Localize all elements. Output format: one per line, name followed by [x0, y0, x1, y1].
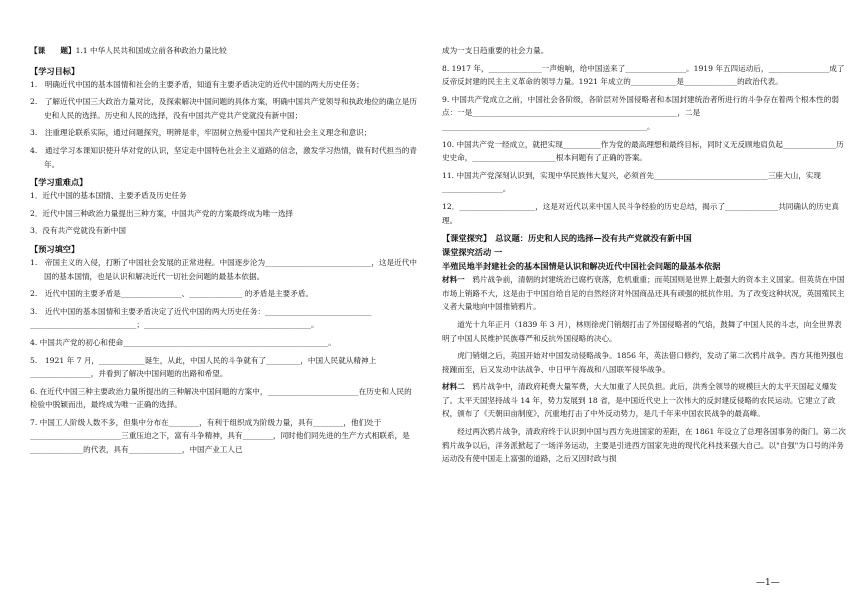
key-point-item: 1．近代中国的基本国情、主要矛盾及历史任务 [30, 191, 187, 201]
objective-item: 4. 通过学习本课知识使升华对党的认识，坚定走中国特色社会主义道路的信念，激发学习热情，做有时代担当的青年。 [30, 145, 417, 169]
fill-item: 12．____________________，这是对近代以来中国人民斗争经验的历史总结，揭示了______________共同确认的历史真理。 [442, 201, 839, 225]
right-column [436, 0, 852, 607]
key-point-item: 3．没有共产党就没有新中国 [30, 226, 126, 236]
material-one-paragraph: 道光十九年正月（1839 年 3 月），林则徐虎门销烟打击了外国侵略者的气焰，鼓舞了中国人民的斗志，向全世界表明了中国人民维护民族尊严和反抗外国侵略的决心。 [442, 319, 842, 343]
preview-item: 1. 帝国主义的入侵，打断了中国社会发展的正常进程。中国逐步沦为____________________________，这是近代中国的基本国情，也是认识和解决近代一切社会问题的最基本依据。 [30, 257, 417, 281]
activity-title: 半殖民地半封建社会的基本国情是认识和解决近代中国社会问题的最基本依据 [442, 261, 721, 272]
page-number: —1— [756, 578, 780, 588]
material-one-text: 鸦片战争前，清朝的封建统治已腐朽衰落，危机重重；而英国则是世界上最强大的资本主义国家。但英货在中国市场上销路不大，这是由于中国自给自足的自然经济对外国商品还具有顽强的抵抗作用。为了改变这种状况，英国殖民主义者大量地向中国推销鸦片。 [442, 275, 845, 312]
material-two-label: 材料二 [442, 382, 465, 392]
objective-item: 3. 注重理论联系实际，通过问题探究，明辨是非，牢固树立热爱中国共产党和社会主义理念和意识； [30, 128, 372, 138]
material-one-paragraph: 虎门销烟之后，英国开始对中国发动侵略战争。1856 年，英法借口修约，发动了第二次鸦片战争。西方其他列强也接踵而至，后又发动中法战争、中日甲午海战和八国联军侵华战争。 [442, 351, 844, 374]
fill-item: 9. 中国共产党成立之前，中国社会各阶级，各阶层对外国侵略者和本国封建统治者所进行的斗争存在着两个根本性的弱点：一是______________________________________________________，二是______________________________________________________。 [442, 94, 839, 131]
objective-item: 2. 了解近代中国三大政治力量对比，及探索解决中国问题的具体方案，明确中国共产党领导和执政地位的确立是历史和人民的选择。历史和人民的选择，没有中国共产党共产党就没有新中国； [30, 97, 417, 120]
fill-item: 11. 中国共产党深刻认识到，实现中华民族伟大复兴，必须首先______________________________三座大山，实现________________。 [442, 170, 821, 194]
activity-label: 课堂探究活动 一 [442, 247, 503, 258]
preview-item: 5. 1921 年 7 月，____________诞生，从此，中国人民的斗争就有了_________，中国人民就从精神上________________，并看到了解决中国问题的出路和希望。 [30, 355, 377, 379]
fill-item: 10. 中国共产党一经成立，就把实现__________作为党的最高理想和最终目标，同时义无反顾地肩负起______________历史史命，______________________根本问题有了正确的答案。 [442, 139, 844, 163]
lesson-title-text: 1.1 中华人民共和国成立前各种政治力量比较 [75, 46, 227, 55]
preview-heading: 【预习填空】 [30, 243, 80, 254]
preview-item: 4. 中国共产党的初心和使命______________________________________________________。 [30, 337, 336, 347]
material-one [442, 273, 846, 314]
continuation-text: 成为一支日趋重要的社会力量。 [442, 46, 549, 55]
preview-item: 3. 近代中国的基本国情和主要矛盾决定了近代中国的两大历史任务：____________________________ [30, 306, 372, 316]
material-two-text: 鸦片战争中，清政府耗费大量军费，大大加重了人民负担。此后，洪秀全领导的规模巨大的太平天国起义爆发了。太平天国坚持战斗 14 年，势力发展到 18 省，是中国近代史上一次伟大的反封建反侵略的农民运动。它建立了政权，颁布了《天朝田亩制度》，沉重地打击了中外反动势力，是几千年来中国农民战争的最高峰。 [442, 382, 837, 419]
preview-item: 2. 近代中国的主要矛盾是________________、______________ 的矛盾是主要矛盾。 [30, 289, 314, 299]
key-point-item: 2．近代中国三种政治力量提出三种方案，中国共产党的方案最终成为唯一选择 [30, 208, 294, 218]
inquiry-heading: 【课堂探究】 总议题：历史和人民的选择—没有共产党就没有新中国 [442, 233, 692, 244]
objectives-heading: 【学习目标】 [30, 65, 80, 76]
objective-item: 1. 明确近代中国的基本国情和社会的主要矛盾，知道有主要矛盾决定的近代中国的两大历史任务； [30, 79, 364, 89]
lesson-title-label: 【课 题】 [30, 46, 76, 55]
fill-item: 8. 1917 年，______________一声炮响，给中国送来了________________。1919 年五四运动后，________________成了反帝反封建的民主主义革命的领导力量。1921 年成立的____________是______________的政治代表。 [442, 63, 845, 87]
key-points-heading: 【学习重难点】 [30, 177, 88, 188]
material-two-paragraph: 经过两次鸦片战争，清政府终于认识到中国与西方先进国家的差距，在 1861 年设立了总理各国事务的衙门。第二次鸦片战争以后，洋务派掀起了一场洋务运动，主要是引进西方国家先进的现代化科技来强大自己。以"自强"为口号的洋务运动没有使中国走上富强的道路，之后又因时政与损 [442, 427, 846, 464]
material-two [442, 380, 846, 421]
preview-item: 6. 在近代中国三种主要政治力量所提出的三种解决中国问题的方案中，________________________在历史和人民的检验中脱颖而出，最终成为唯一正确的选择。 [30, 386, 412, 410]
preview-item-continued: ____________________________；____________________________________________。 [30, 320, 319, 330]
lesson-title [30, 44, 418, 58]
material-one-label: 材料一 [442, 275, 465, 285]
preview-item: 7. 中国工人阶级人数不多，但集中分布在________，有利于组织成为阶级力量，具有________，他们处于________________________三重压迫之下，富有斗争精神，具有________，同时他们同先进的生产方式相联系，是______________的代表，具有______________，中国产业工人已 [30, 417, 410, 455]
